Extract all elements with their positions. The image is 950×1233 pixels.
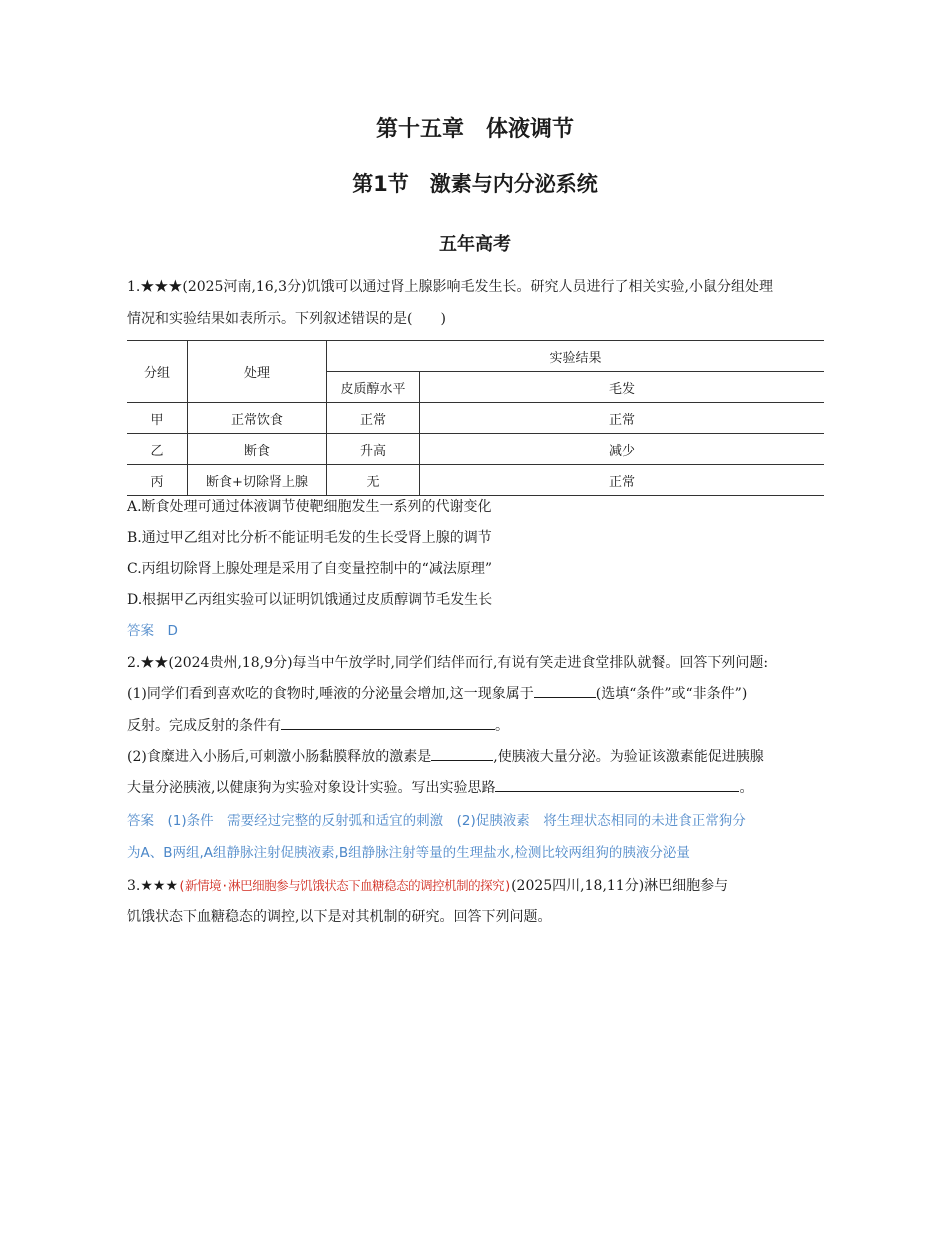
table-row bbox=[127, 403, 824, 434]
q2-stem: 2.★★(2024贵州,18,9分)每当中午放学时,同学们结伴而行,有说有笑走进食堂排队就餐。回答下列问题: bbox=[127, 655, 769, 671]
sub-title: 五年高考 bbox=[439, 234, 511, 255]
q1-option-d: D.根据甲乙丙组实验可以证明饥饿通过皮质醇调节毛发生长 bbox=[127, 592, 493, 608]
chapter-title: 第十五章 体液调节 bbox=[375, 117, 574, 142]
table-cell-cortisol: 无 bbox=[327, 465, 420, 496]
q3-stem-line1 bbox=[127, 870, 827, 902]
q1-stem-line1: 1.★★★(2025河南,16,3分)饥饿可以通过肾上腺影响毛发生长。研究人员进行了相关实验,小鼠分组处理 bbox=[127, 279, 773, 295]
q3-text: (2025四川,18,11分)淋巴细胞参与 bbox=[511, 878, 729, 894]
table-header-cortisol: 皮质醇水平 bbox=[327, 372, 420, 403]
table-cell-cortisol: 升高 bbox=[327, 434, 420, 465]
answer-blank bbox=[431, 746, 493, 761]
q2-part2-line2 bbox=[127, 773, 827, 804]
q3-context-tag: (新情境·淋巴细胞参与饥饿状态下血糖稳态的调控机制的探究) bbox=[178, 878, 512, 893]
table-header-result: 实验结果 bbox=[327, 341, 825, 372]
table-cell-hair: 正常 bbox=[420, 403, 825, 434]
table-cell-group: 丙 bbox=[127, 465, 188, 496]
q3-stem-line2: 饥饿状态下血糖稳态的调控,以下是对其机制的研究。回答下列问题。 bbox=[127, 909, 552, 925]
table-row bbox=[127, 434, 824, 465]
table-cell-cortisol: 正常 bbox=[327, 403, 420, 434]
q2-text: (1)同学们看到喜欢吃的食物时,唾液的分泌量会增加,这一现象属于 bbox=[127, 686, 534, 702]
q2-text: ,使胰液大量分泌。为验证该激素能促进胰腺 bbox=[493, 749, 764, 765]
q2-part1-line1 bbox=[127, 679, 827, 710]
table-cell-treatment: 断食 bbox=[188, 434, 327, 465]
q2-text: 大量分泌胰液,以健康狗为实验对象设计实验。写出实验思路 bbox=[127, 780, 496, 796]
table-row bbox=[127, 465, 824, 496]
q2-text: 。 bbox=[495, 718, 509, 734]
answer-blank bbox=[281, 715, 495, 730]
q1-answer: 答案 D bbox=[127, 623, 178, 639]
q2-text: 反射。完成反射的条件有 bbox=[127, 718, 281, 734]
table-cell-group: 乙 bbox=[127, 434, 188, 465]
table-header-hair: 毛发 bbox=[420, 372, 825, 403]
q2-text: 。 bbox=[739, 780, 754, 796]
table-cell-hair: 减少 bbox=[420, 434, 825, 465]
q2-part1-line2 bbox=[127, 711, 827, 742]
answer-blank bbox=[495, 777, 739, 792]
table-cell-treatment: 正常饮食 bbox=[188, 403, 327, 434]
q1-option-b: B.通过甲乙组对比分析不能证明毛发的生长受肾上腺的调节 bbox=[127, 530, 492, 546]
q2-answer-line2: 为A、B两组,A组静脉注射促胰液素,B组静脉注射等量的生理盐水,检测比较两组狗的胰液分泌量 bbox=[127, 845, 690, 861]
table-header-group: 分组 bbox=[127, 341, 188, 403]
q2-text: (选填“条件”或“非条件”) bbox=[595, 686, 748, 702]
q2-part2-line1 bbox=[127, 742, 827, 773]
section-title: 第1节 激素与内分泌系统 bbox=[352, 172, 598, 196]
q1-table bbox=[127, 340, 824, 496]
q2-text: (2)食糜进入小肠后,可刺激小肠黏膜释放的激素是 bbox=[127, 749, 432, 765]
q1-stem-line2: 情况和实验结果如表所示。下列叙述错误的是( ) bbox=[127, 311, 446, 327]
table-cell-treatment: 断食+切除肾上腺 bbox=[188, 465, 327, 496]
table-header-treatment: 处理 bbox=[188, 341, 327, 403]
q1-option-c: C.丙组切除肾上腺处理是采用了自变量控制中的“减法原理” bbox=[127, 561, 492, 577]
answer-blank bbox=[534, 683, 596, 698]
table-cell-group: 甲 bbox=[127, 403, 188, 434]
q3-number: 3.★★★ bbox=[127, 878, 179, 894]
table-cell-hair: 正常 bbox=[420, 465, 825, 496]
q1-option-a: A.断食处理可通过体液调节使靶细胞发生一系列的代谢变化 bbox=[127, 499, 492, 515]
q2-answer-line1: 答案 (1)条件 需要经过完整的反射弧和适宜的刺激 (2)促胰液素 将生理状态相同的未进食正常狗分 bbox=[127, 813, 746, 829]
